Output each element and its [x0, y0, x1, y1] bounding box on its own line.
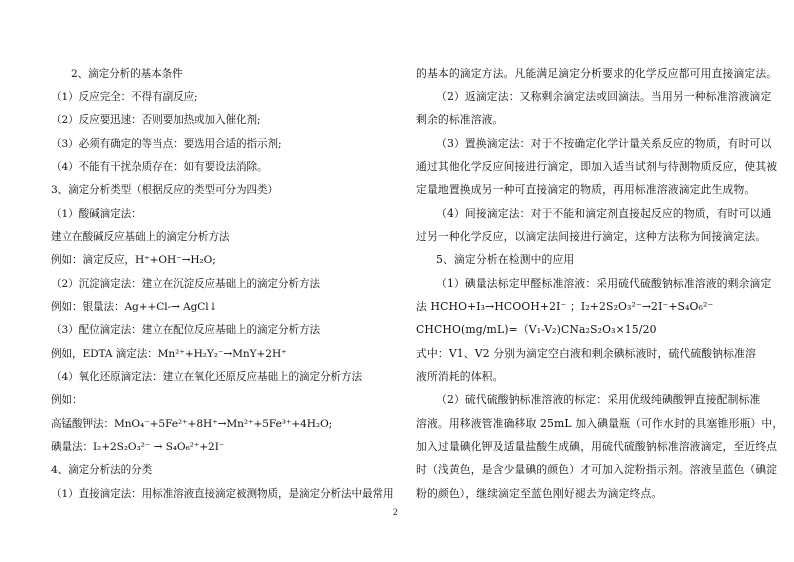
page-number: 2	[393, 507, 398, 517]
text-line: 例如：	[51, 394, 83, 406]
formula-line: CHCHO(mg/mL)=（V₁-V₂)CNa₂S₂O₃×15/20	[416, 323, 657, 336]
heading-basic-conditions: 2、滴定分析的基本条件	[71, 68, 183, 80]
text-line: （1）碘量法标定甲醛标准溶液：采用硫代硫酸钠标准溶液的剩余滴定	[436, 277, 772, 290]
text-line: 例如，EDTA 滴定法：Mn²⁺+H₂Y₂⁻→MnY+2H⁺	[51, 348, 287, 360]
text-line: （2）硫代硫酸钠标准溶液的标定：采用优级纯碘酸钾直接配制标准	[436, 393, 761, 406]
text-line: （1）酸碱滴定法：	[51, 208, 142, 220]
text-line: 液所消耗的体积。	[416, 370, 504, 383]
text-line: （4）氧化还原滴定法：建立在氧化还原反应基础上的滴定分析方法	[51, 371, 362, 383]
text-line: （2）沉淀滴定法：建立在沉淀反应基础上的滴定分析方法	[51, 278, 320, 290]
text-line: 过另一种化学反应，以滴定法间接进行滴定，这种方法称为间接滴定法。	[416, 230, 767, 243]
text-line: （1）反应完全：不得有副反应;	[51, 91, 198, 103]
text-line: 剩余的标准溶液。	[416, 113, 504, 126]
heading-applications: 5、滴定分析在检测中的应用	[436, 253, 575, 266]
text-line: 建立在酸碱反应基础上的滴定分析方法	[51, 231, 230, 243]
text-line: （1）直接滴定法：用标准溶液直接滴定被测物质，是滴定分析法中最常用	[51, 488, 394, 500]
heading-titration-types: 3、滴定分析类型（根据反应的类型可分为四类）	[51, 184, 279, 196]
text-line: 碘量法：I₂+2S₂O₃²⁻ → S₄O₆²⁺+2I⁻	[51, 441, 225, 453]
text-line: 式中：V1、V2 分别为滴定空白液和剩余碘标液时，硫代硫酸钠标准溶	[416, 347, 757, 360]
heading-classification: 4、滴定分析法的分类	[51, 464, 153, 476]
text-line: （4）不能有干扰杂质存在：如有要设法消除。	[51, 161, 268, 173]
text-line: （4）间接滴定法：对于不能和滴定剂直接起反应的物质，有时可以通	[436, 207, 772, 220]
text-line: 定量地置换成另一种可直接滴定的物质，再用标准溶液滴定此生成物。	[416, 183, 756, 196]
text-line: （2）反应要迅速：否则要加热或加入催化剂;	[51, 114, 261, 126]
text-line: （2）返滴定法：又称剩余滴定法或回滴法。当用另一种标准溶液滴定	[436, 90, 772, 103]
formula-line: 法 HCHO+I₃→HCOOH+2I⁻ ；I₂+2S₂O₃²⁻→2I⁻+S₄O₆²⁻	[416, 300, 714, 313]
text-line: （3）置换滴定法：对于不按确定化学计量关系反应的物质，有时可以	[436, 137, 772, 150]
text-line: 例如：银量法：Ag++Cl-→ AgCl↓	[51, 301, 218, 313]
text-line: （3）必须有确定的等当点：要选用合适的指示剂;	[51, 138, 282, 150]
text-line: 通过其他化学反应间接进行滴定，即加入适当试剂与待测物质反应，使其被	[416, 160, 778, 173]
text-line: 溶液。用移液管准确移取 25mL 加入碘量瓶（可作水封的具塞锥形瓶）中，	[416, 417, 784, 430]
text-line: 例如：滴定反应，H⁺+OH⁻→H₂O;	[51, 254, 216, 266]
text-line: （3）配位滴定法：建立在配位反应基础上的滴定分析方法	[51, 324, 320, 336]
text-line: 粉的颜色），继续滴定至蓝色刚好褪去为滴定终点。	[416, 487, 663, 500]
text-line: 的基本的滴定方法。凡能满足滴定分析要求的化学反应都可用直接滴定法。	[416, 67, 778, 80]
text-line: 时（浅黄色，是含少量碘的颜色）才可加入淀粉指示剂。溶液呈蓝色（碘淀	[416, 463, 778, 476]
text-line: 高锰酸钾法：MnO₄⁻+5Fe²⁺+8H⁺→Mn²⁺+5Fe³⁺+4H₂O;	[51, 418, 333, 430]
text-line: 加入过量碘化钾及适量盐酸生成碘，用硫代硫酸钠标准溶液滴定，至近终点	[416, 440, 778, 453]
